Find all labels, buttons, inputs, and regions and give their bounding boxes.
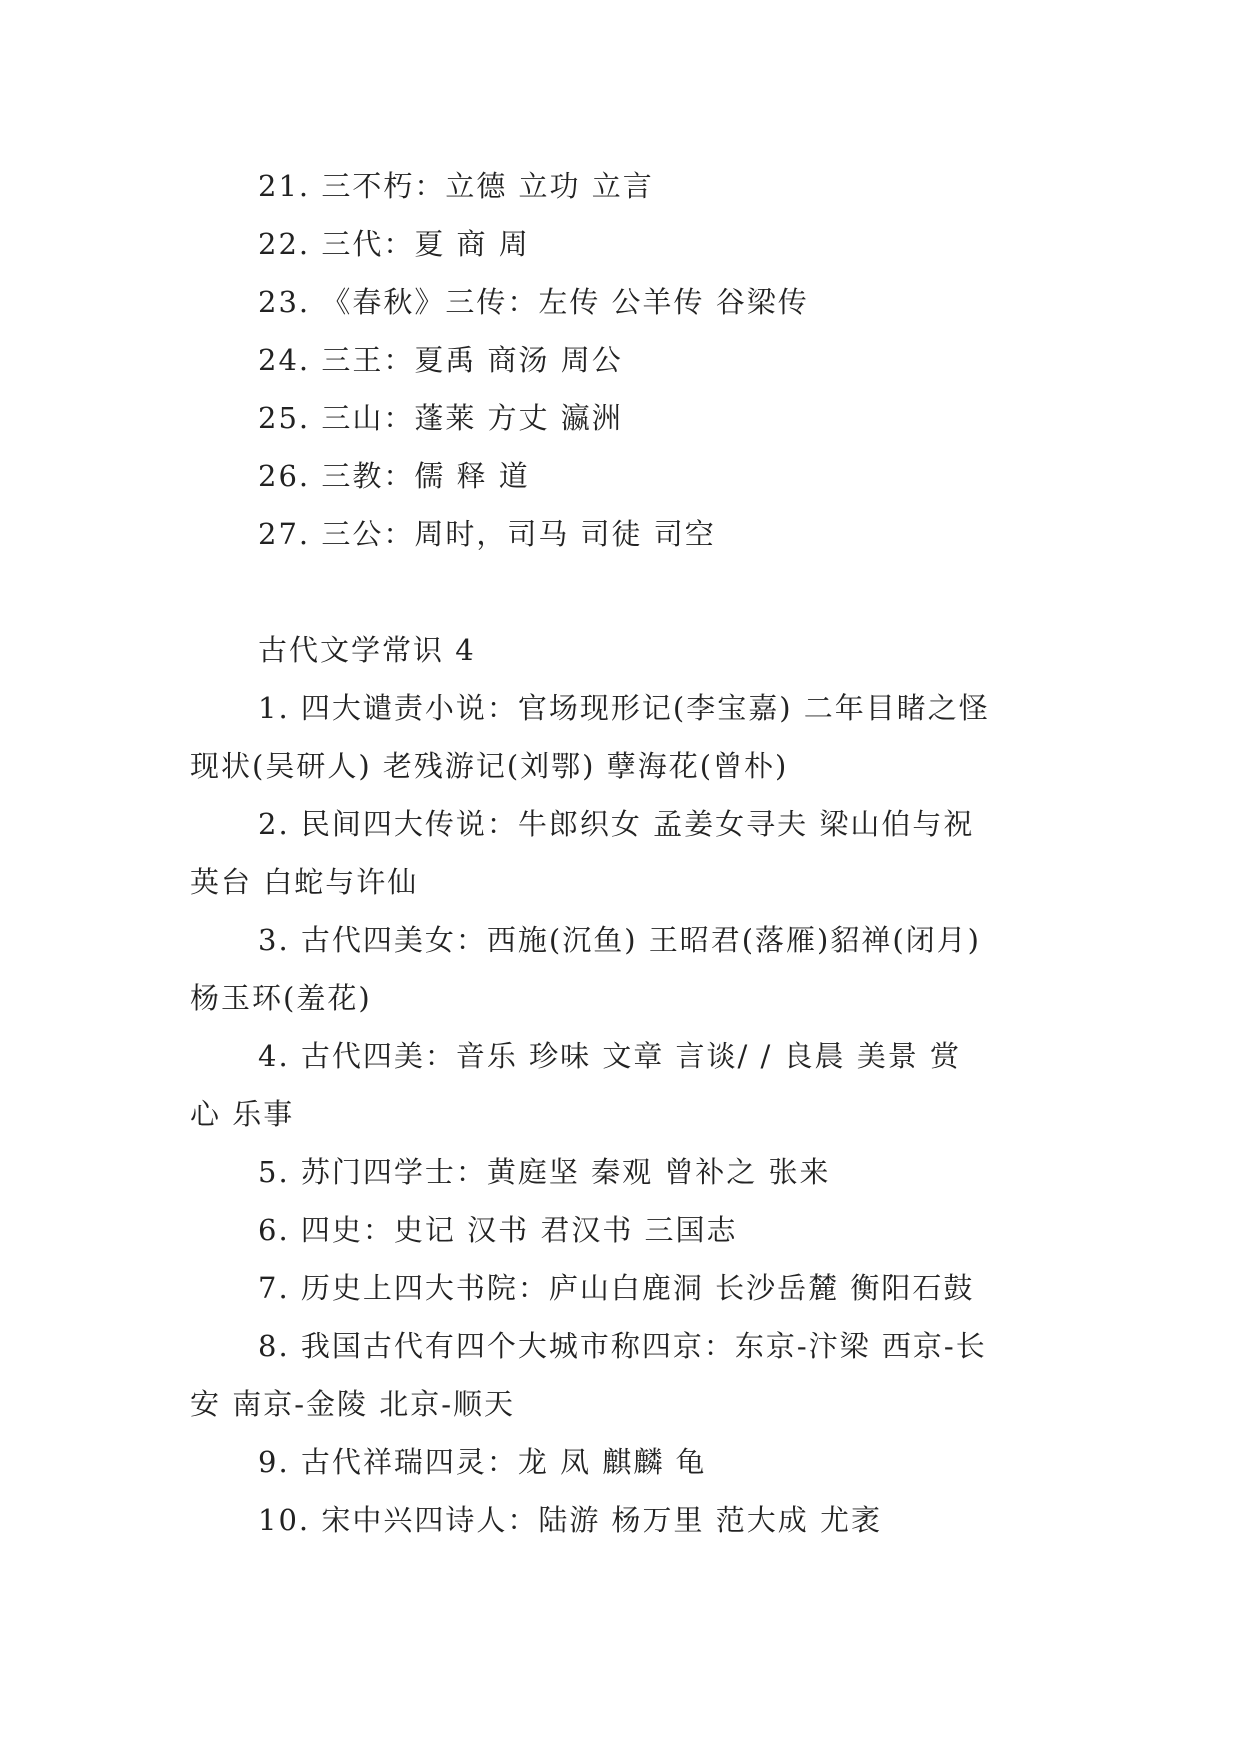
paragraph-line: 6. 四史：史记 汉书 君汉书 三国志 (258, 1213, 738, 1247)
list-item: 23. 《春秋》三传：左传 公羊传 谷梁传 (258, 285, 809, 319)
paragraph-line: 3. 古代四美女：西施(沉鱼) 王昭君(落雁)貂禅(闭月) (258, 923, 981, 957)
paragraph-line: 1. 四大谴责小说：官场现形记(李宝嘉) 二年目睹之怪 (258, 691, 990, 725)
list-item: 24. 三王：夏禹 商汤 周公 (258, 343, 623, 377)
paragraph-line: 4. 古代四美：音乐 珍味 文章 言谈/ / 良晨 美景 赏 (258, 1039, 961, 1073)
paragraph-line: 英台 白蛇与许仙 (190, 865, 419, 899)
paragraph-line: 10. 宋中兴四诗人：陆游 杨万里 范大成 尤袤 (258, 1503, 882, 1537)
paragraph-line: 现状(吴研人) 老残游记(刘鄂) 孽海花(曾朴) (190, 749, 789, 783)
paragraph-line: 7. 历史上四大书院：庐山白鹿洞 长沙岳麓 衡阳石鼓 (258, 1271, 975, 1305)
list-item: 22. 三代：夏 商 周 (258, 227, 530, 261)
section-heading: 古代文学常识 4 (258, 633, 476, 667)
list-item: 27. 三公：周时，司马 司徒 司空 (258, 517, 716, 551)
list-item: 25. 三山：蓬莱 方丈 瀛洲 (258, 401, 623, 435)
list-item: 26. 三教：儒 释 道 (258, 459, 530, 493)
paragraph-line: 杨玉环(羞花) (190, 981, 372, 1015)
paragraph-line: 8. 我国古代有四个大城市称四京：东京-汴梁 西京-长 (258, 1329, 987, 1363)
paragraph-line: 9. 古代祥瑞四灵：龙 凤 麒麟 龟 (258, 1445, 707, 1479)
paragraph-line: 心 乐事 (190, 1097, 295, 1131)
list-item: 21. 三不朽：立德 立功 立言 (258, 169, 654, 203)
paragraph-line: 安 南京-金陵 北京-顺天 (190, 1387, 516, 1421)
paragraph-line: 5. 苏门四学士：黄庭坚 秦观 曾补之 张来 (258, 1155, 831, 1189)
paragraph-line: 2. 民间四大传说：牛郎织女 孟姜女寻夫 梁山伯与祝 (258, 807, 975, 841)
